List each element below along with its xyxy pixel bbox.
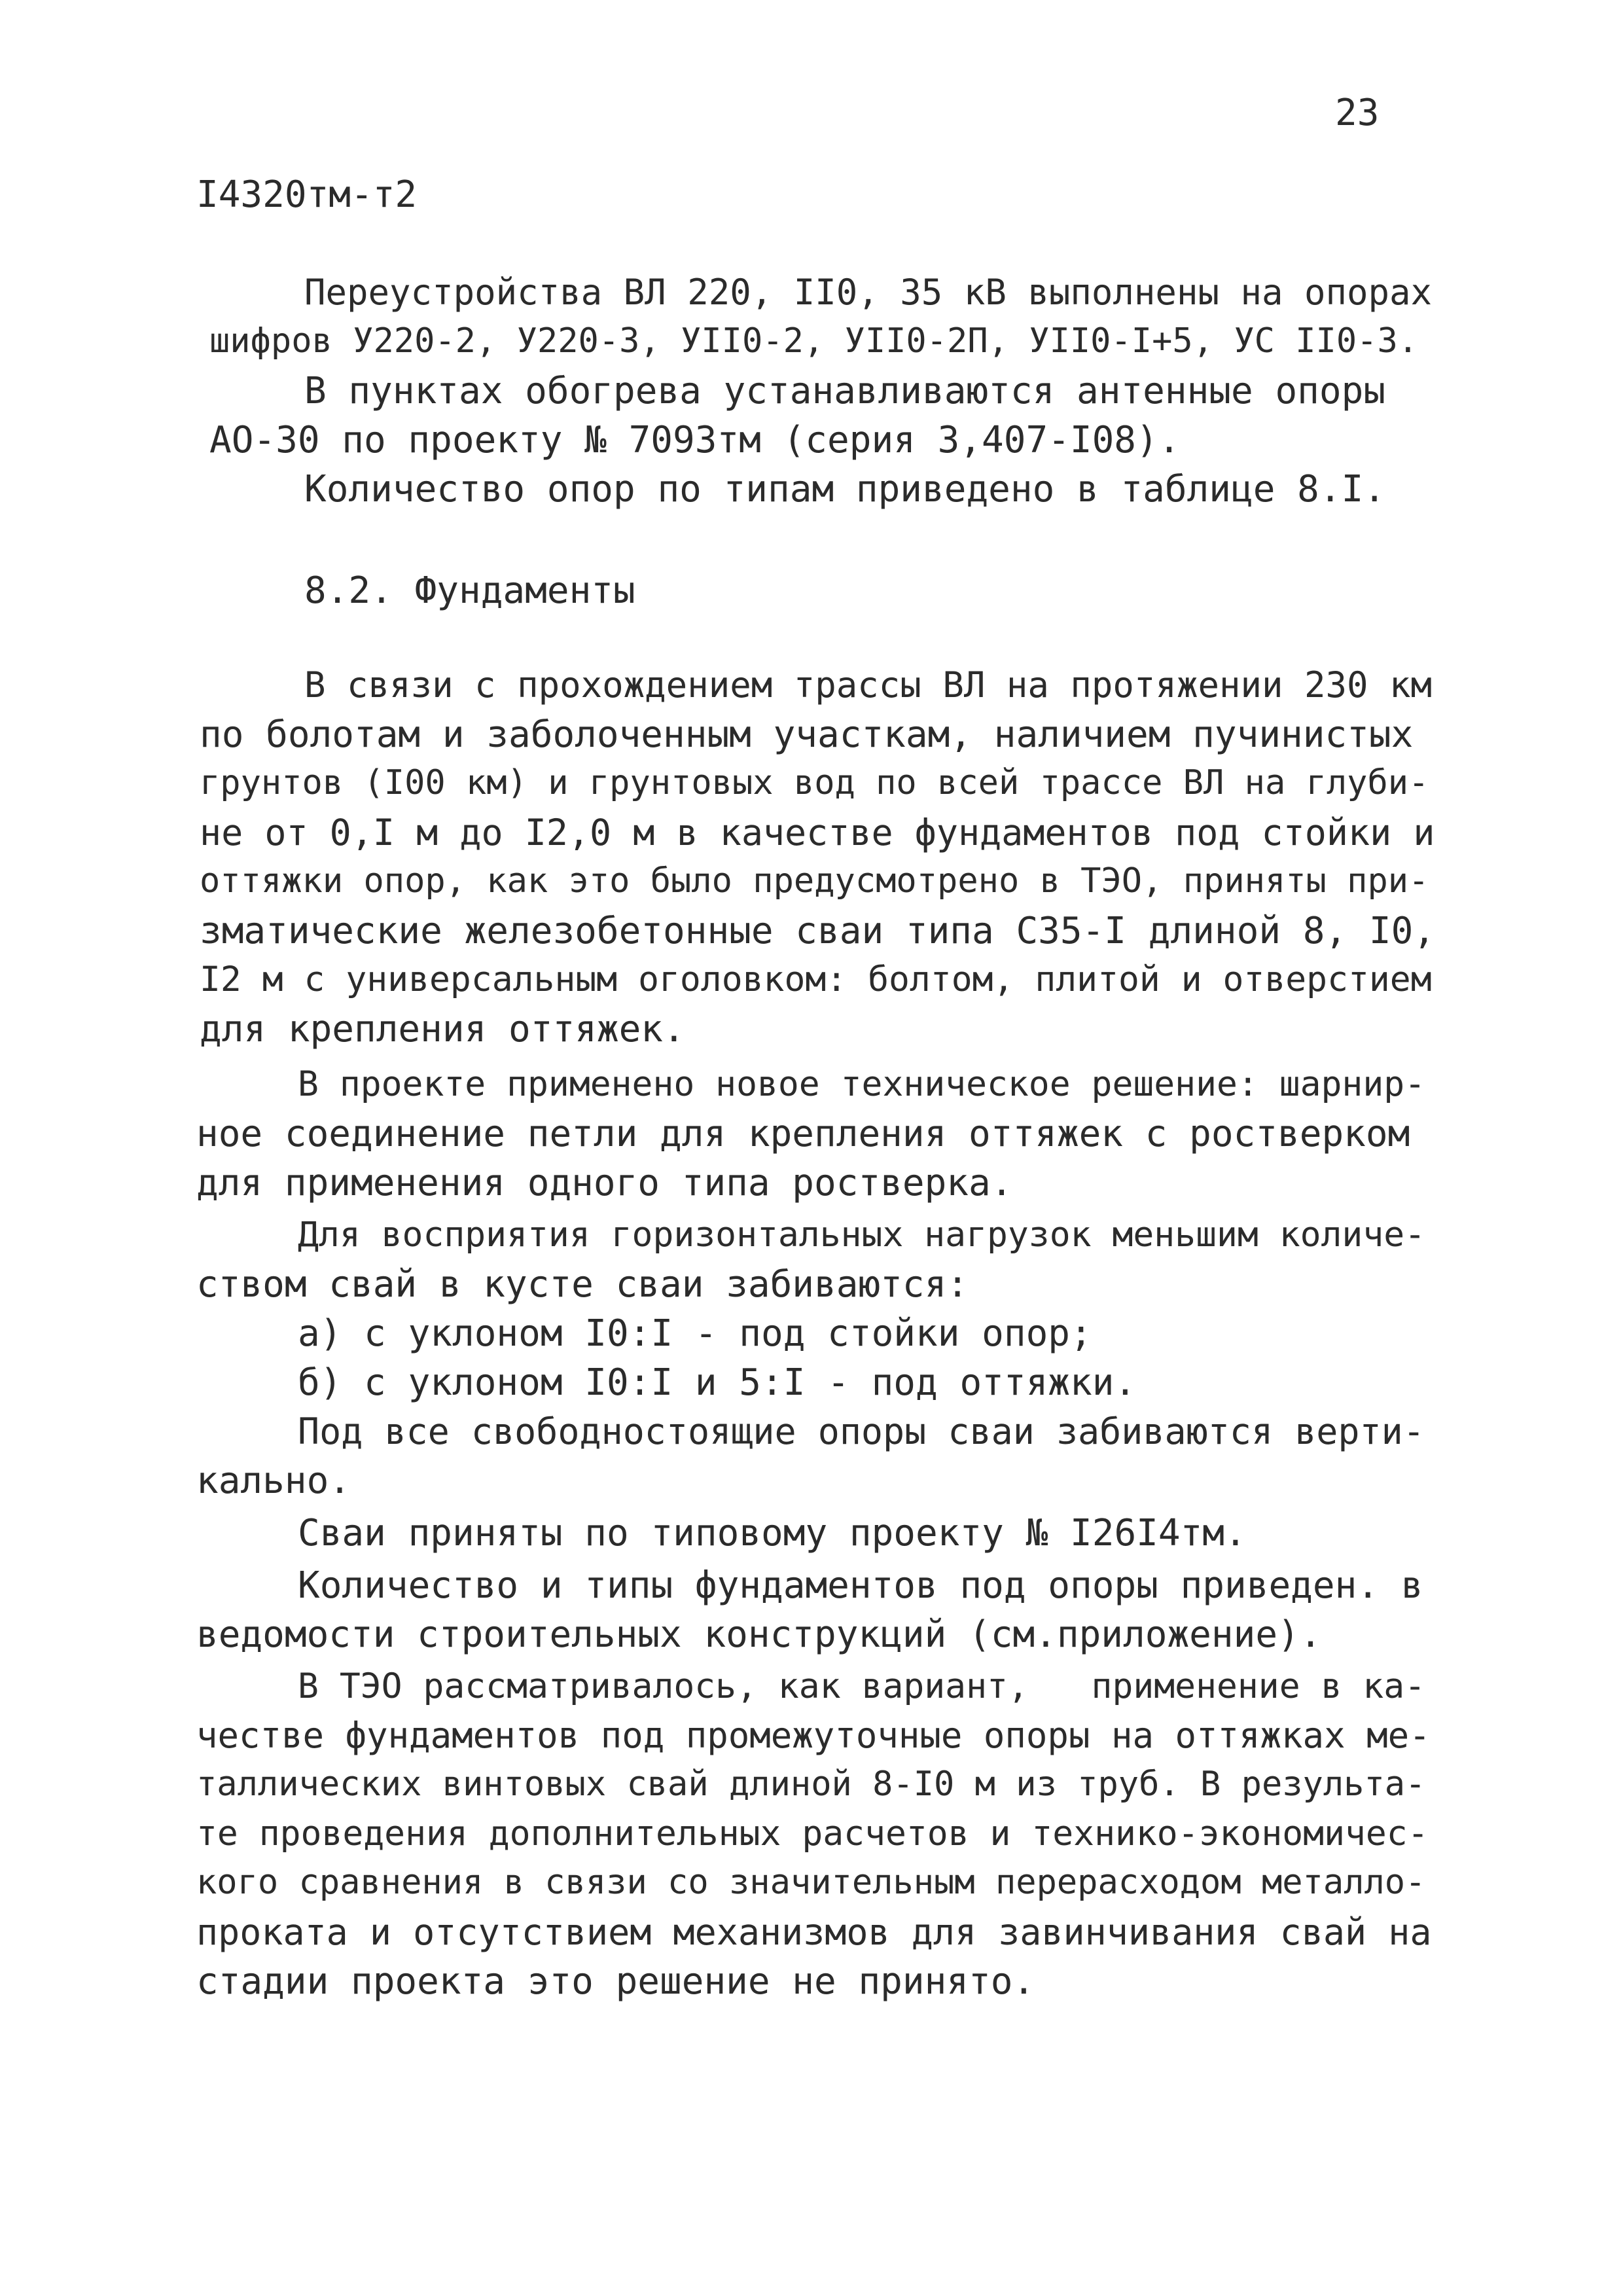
text-line: Количество опор по типам приведено в таблице 8.I. — [304, 468, 1386, 511]
text-line: грунтов (I00 км) и грунтовых вод по всей трассе ВЛ на глуби- — [200, 763, 1429, 802]
text-line: для крепления оттяжек. — [200, 1008, 685, 1050]
text-line: кого сравнения в связи со значительным перерасходом металло- — [196, 1863, 1426, 1902]
text-line: В проекте применено новое техническое решение: шарнир- — [298, 1064, 1426, 1104]
text-line: ное соединение петли для крепления оттяжек с ростверком — [196, 1113, 1410, 1155]
text-line: ведомости строительных конструкций (см.приложение). — [196, 1613, 1322, 1656]
text-line: кально. — [196, 1460, 351, 1502]
text-line: зматические железобетонные сваи типа С35-I длиной 8, I0, — [200, 910, 1436, 952]
text-line: В связи с прохождением трассы ВЛ на протяжении 230 км — [304, 664, 1433, 706]
text-line: Для восприятия горизонтальных нагрузок меньшим количе- — [298, 1215, 1426, 1255]
text-line: Переустройства ВЛ 220, II0, 35 кВ выполнены на опорах — [304, 272, 1433, 313]
text-line: не от 0,I м до I2,0 м в качестве фундаментов под стойки и — [200, 812, 1435, 853]
text-line: по болотам и заболоченным участкам, наличием пучинистых — [200, 713, 1414, 756]
text-line: таллических винтовых свай длиной 8-I0 м из труб. В результа- — [196, 1765, 1426, 1804]
list-item: б) с уклоном I0:I и 5:I - под оттяжки. — [298, 1361, 1137, 1404]
text-line: те проведения дополнительных расчетов и технико-экономичес- — [196, 1814, 1429, 1854]
page-number: 23 — [1335, 92, 1380, 134]
text-line: для применения одного типа ростверка. — [196, 1162, 1013, 1204]
text-line: оттяжки опор, как это было предусмотрено в ТЭО, приняты при- — [200, 861, 1429, 901]
text-line: В ТЭО рассматривалось, как вариант, применение в ка- — [298, 1666, 1426, 1706]
text-line: ством свай в кусте сваи забиваются: — [196, 1263, 969, 1306]
text-line: шифров У220-2, У220-3, УII0-2, УII0-2П, УII0-I+5, УС II0-3. — [209, 321, 1419, 361]
list-item: а) с уклоном I0:I - под стойки опор; — [298, 1312, 1092, 1355]
text-line: Сваи приняты по типовому проекту № I26I4тм. — [298, 1512, 1247, 1554]
text-line: Количество и типы фундаментов под опоры приведен. в — [298, 1564, 1423, 1607]
text-line: стадии проекта это решение не принято. — [196, 1960, 1035, 2003]
document-code: I4320тм-т2 — [196, 173, 418, 216]
text-line: Под все свободностоящие опоры сваи забиваются верти- — [298, 1410, 1425, 1452]
text-line: В пунктах обогрева устанавливаются антенные опоры — [304, 370, 1386, 412]
text-line: I2 м с универсальным оголовком: болтом, плитой и отверстием — [200, 960, 1432, 999]
section-heading: 8.2. Фундаменты — [304, 569, 635, 612]
text-line: честве фундаментов под промежуточные опоры на оттяжках ме- — [196, 1715, 1431, 1756]
text-line: АО-30 по проекту № 7093тм (серия 3,407-I08). — [209, 419, 1181, 461]
text-line: проката и отсутствием механизмов для завинчивания свай на — [196, 1911, 1432, 1953]
